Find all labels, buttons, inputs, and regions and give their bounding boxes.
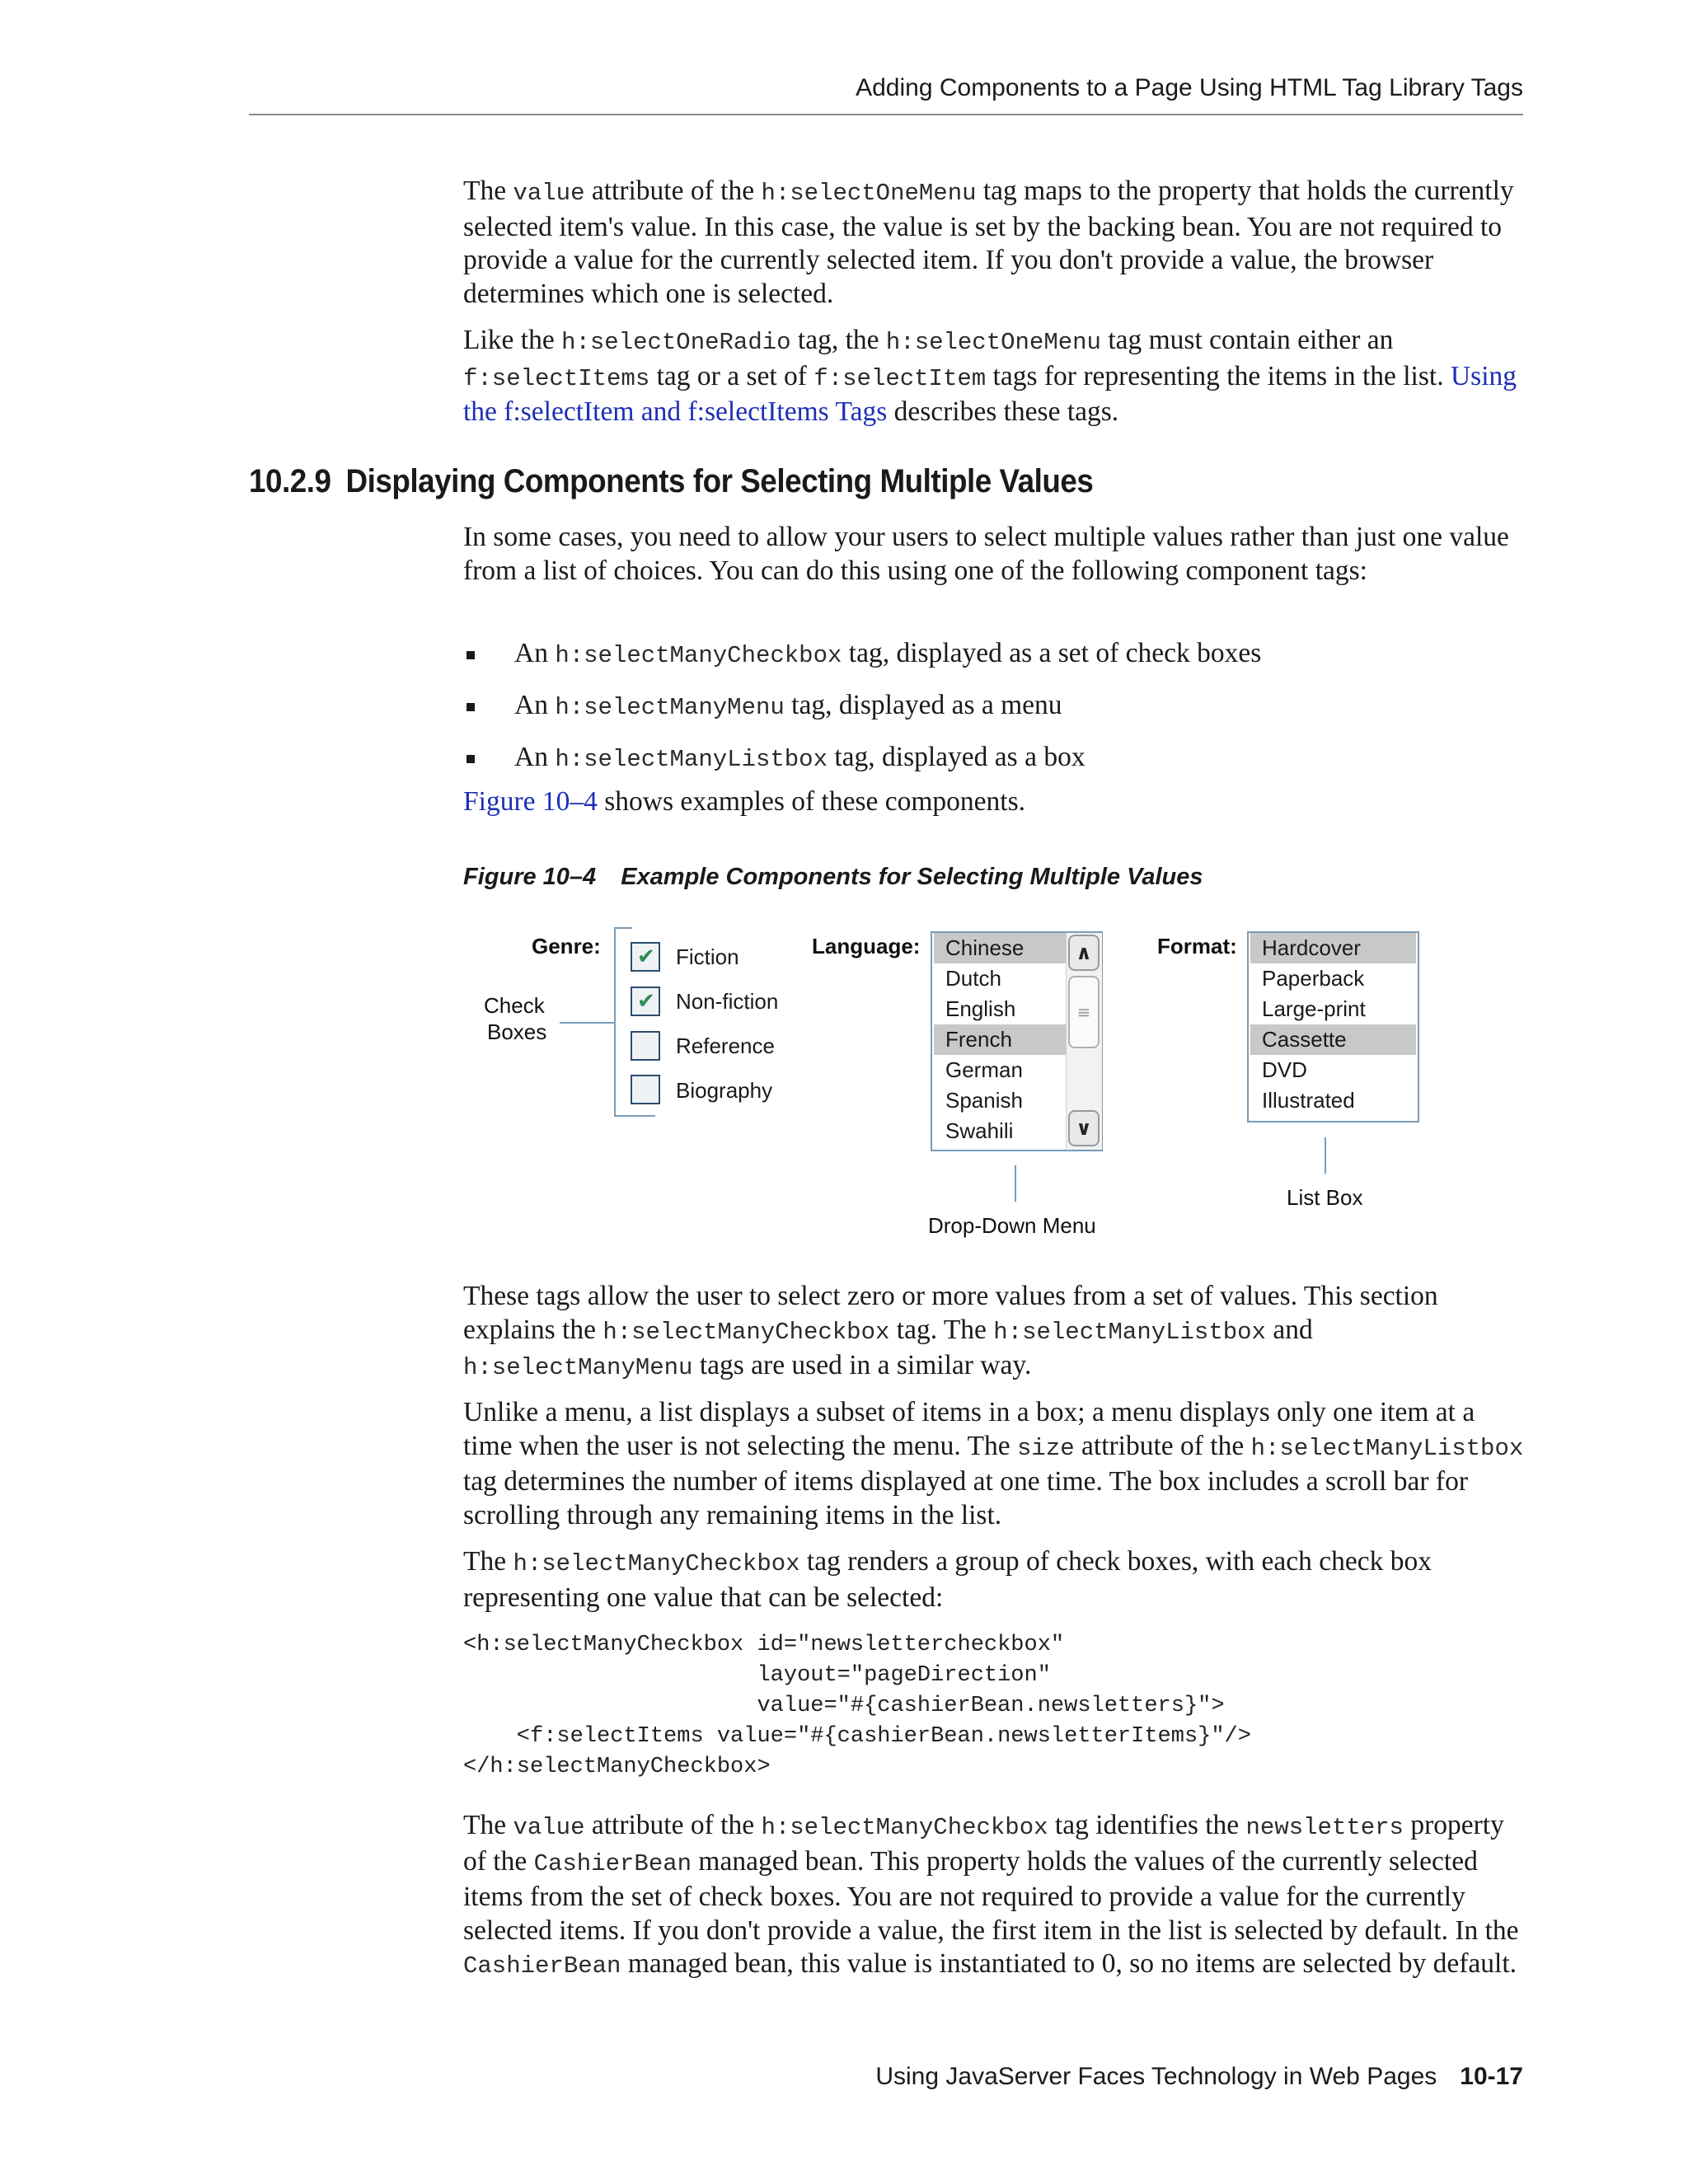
scroll-up-icon[interactable]: ∧: [1068, 935, 1100, 971]
code-cashierbean: CashierBean: [463, 1952, 621, 1980]
code-size: size: [1017, 1434, 1075, 1462]
text: and: [1265, 1314, 1313, 1345]
format-listbox[interactable]: [1247, 931, 1419, 1122]
text: shows examples of these components.: [597, 786, 1025, 817]
text: tag or a set of: [649, 360, 814, 391]
text: The: [463, 1810, 513, 1840]
text: tags are used in a similar way.: [692, 1350, 1032, 1380]
checkbox-callout-connector: [560, 1022, 616, 1024]
text: tag determines the number of items displayed at one time. The box includes a scroll bar for scrolling through any remaining items in the list.: [463, 1466, 1468, 1530]
checkbox-label-non-fiction: Non-fiction: [676, 989, 779, 1014]
link-figure-10-4[interactable]: Figure 10–4: [463, 786, 598, 817]
menu-scrollbar[interactable]: [1066, 933, 1102, 1150]
code-tag: h:selectManyListbox: [1250, 1434, 1524, 1462]
list-option-large-print[interactable]: Large-print: [1262, 996, 1366, 1021]
code-example: <h:selectManyCheckbox id="newslettercheckbox" layout="pageDirection" value="#{cashierBean.newsletters}"> <f:selectItems value="#{cashierBean.newsletterItems}"/> </h:selectManyCheckbox>: [463, 1633, 1251, 1779]
checkbox-biography[interactable]: [631, 1075, 660, 1104]
code-tag: h:selectManyMenu: [555, 694, 785, 721]
scroll-thumb-icon[interactable]: ≡: [1068, 976, 1100, 1048]
checkbox-label-reference: Reference: [676, 1033, 775, 1058]
list-option-hardcover[interactable]: Hardcover: [1250, 933, 1416, 963]
code-value: value: [513, 1814, 585, 1841]
bullet-square: [467, 651, 475, 659]
text: The: [463, 176, 513, 206]
text: tag identifies the: [1048, 1810, 1246, 1840]
language-menu[interactable]: [931, 931, 1103, 1151]
genre-label: Genre:: [532, 934, 601, 958]
list-option-dvd[interactable]: DVD: [1262, 1057, 1307, 1082]
code-cashierbean: CashierBean: [533, 1849, 692, 1877]
figure-caption: [463, 864, 1203, 891]
paragraph-intro-multiple: [463, 521, 1526, 588]
checkbox-group-bracket: [614, 927, 616, 1117]
list-item: [463, 741, 1526, 776]
paragraph-tags-allow: [463, 1280, 1526, 1385]
list-item: [463, 637, 1526, 673]
footer-book-title: Using JavaServer Faces Technology in Web Pages: [875, 2063, 1437, 2090]
list-option-paperback[interactable]: Paperback: [1262, 966, 1365, 991]
text: attribute of the: [584, 1810, 762, 1840]
text: managed bean, this value is instantiated to 0, so no items are selected by default.: [621, 1948, 1517, 1979]
code-tag: h:selectManyListbox: [993, 1318, 1266, 1346]
checkbox-reference[interactable]: [631, 1031, 660, 1061]
checkbox-non-fiction[interactable]: [631, 987, 660, 1016]
text: tags for representing the items in the list.: [986, 360, 1451, 391]
bullet-square: [467, 703, 475, 711]
menu-option-english[interactable]: English: [945, 996, 1016, 1021]
code-tag: h:selectManyCheckbox: [603, 1318, 890, 1346]
checkbox-fiction[interactable]: [631, 942, 660, 972]
code-h-selectoneradio: h:selectOneRadio: [561, 329, 791, 356]
list-item: [463, 689, 1526, 724]
scroll-down-icon[interactable]: ∨: [1068, 1110, 1100, 1146]
list-option-illustrated[interactable]: Illustrated: [1262, 1088, 1355, 1113]
checkbox-bracket-bottom: [614, 1115, 655, 1117]
paragraph-figure-ref: [463, 785, 1526, 819]
text: Unlike a menu, a list displays a subset of items in a box; a menu displays only one item at a time when the user is not selecting the menu. The: [463, 1397, 1475, 1461]
paragraph-list-vs-menu: [463, 1396, 1526, 1532]
section-heading: 10.2.9 Displaying Components for Selecting Multiple Values: [249, 463, 1094, 499]
code-newsletters: newsletters: [1245, 1814, 1404, 1841]
code-tag: h:selectManyCheckbox: [513, 1550, 800, 1577]
text: Like the: [463, 325, 562, 355]
text: tag maps to the property that holds the currently selected item's value. In this case, the value is set by the backing bean. You are not required to provide a value for the currently selected item. If you don't provide a value, the browser determines which one is selected.: [463, 176, 1514, 309]
paragraph-checkbox-renders: [463, 1545, 1526, 1615]
checkbox-bracket-top: [614, 927, 632, 929]
code-tag: h:selectManyMenu: [463, 1354, 693, 1381]
checkbox-label-fiction: Fiction: [676, 944, 739, 969]
bullet-list: [463, 637, 1526, 793]
paragraph-value-attribute: [463, 1809, 1526, 1984]
figure-number: Figure 10–4: [463, 864, 597, 890]
language-label: Language:: [812, 934, 921, 958]
text: attribute of the: [1074, 1430, 1251, 1461]
paragraph-select-one-menu-value: [463, 175, 1526, 311]
text: tag, displayed as a box: [827, 742, 1085, 772]
text: tag renders a group of check boxes, with each check box representing one value that can be selected:: [463, 1546, 1432, 1613]
text: The: [463, 1546, 513, 1577]
text: managed bean. This property holds the values of the currently selected items from the set of check boxes. You are not required to provide a value for the currently selected items. If you don't provide a value, the first item in the list is selected by default. In the: [463, 1845, 1519, 1946]
running-title: Adding Components to a Page Using HTML Tag Library Tags: [856, 74, 1523, 101]
text: An: [514, 690, 556, 720]
menu-option-swahili[interactable]: Swahili: [945, 1118, 1014, 1143]
text: tag, the: [790, 325, 886, 355]
code-f-selectitem: f:selectItem: [814, 364, 987, 392]
check-icon: ✔: [637, 989, 655, 1014]
list-option-cassette[interactable]: Cassette: [1250, 1024, 1416, 1055]
text: tag. The: [889, 1314, 994, 1345]
link-select-item-tags[interactable]: Using the f:selectItem and f:selectItems Tags: [463, 360, 1517, 427]
running-header: [249, 74, 1523, 115]
code-tag: h:selectManyListbox: [555, 746, 828, 773]
menu-callout: Drop-Down Menu: [928, 1213, 1096, 1238]
text: tag, displayed as a set of check boxes: [842, 638, 1262, 668]
menu-option-dutch[interactable]: Dutch: [945, 966, 1001, 991]
menu-option-chinese[interactable]: Chinese: [934, 933, 1067, 963]
figure-title: Example Components for Selecting Multiple Values: [621, 864, 1203, 890]
code-h-selectonemenu: h:selectOneMenu: [885, 329, 1101, 356]
text: attribute of the: [584, 176, 762, 206]
text: An: [514, 638, 556, 668]
format-label: Format:: [1157, 934, 1237, 958]
text: An: [514, 742, 556, 772]
code-tag: h:selectManyCheckbox: [761, 1814, 1048, 1841]
check-icon: ✔: [637, 944, 655, 969]
menu-option-french[interactable]: French: [934, 1024, 1067, 1055]
checkbox-callout-line1: Check: [484, 993, 545, 1018]
text: property of the: [463, 1810, 1504, 1877]
listbox-callout-connector: [1325, 1137, 1326, 1174]
menu-option-german[interactable]: German: [945, 1057, 1023, 1082]
text: In some cases, you need to allow your users to select multiple values rather than just one value from a list of choices. You can do this using one of the following component tags:: [463, 522, 1509, 586]
bullet-square: [467, 755, 475, 763]
menu-option-spanish[interactable]: Spanish: [945, 1088, 1023, 1113]
text: These tags allow the user to select zero or more values from a set of values. This section explains the: [463, 1281, 1438, 1345]
code-tag: h:selectManyCheckbox: [555, 642, 842, 669]
page-footer: [249, 2063, 1523, 2091]
menu-callout-connector: [1015, 1165, 1016, 1202]
code-h-selectonemenu: h:selectOneMenu: [761, 180, 977, 207]
text: describes these tags.: [887, 396, 1119, 427]
listbox-callout: List Box: [1287, 1185, 1363, 1210]
code-value: value: [513, 180, 585, 207]
text: tag, displayed as a menu: [784, 690, 1062, 720]
checkbox-callout-line2: Boxes: [487, 1019, 547, 1044]
checkbox-label-biography: Biography: [676, 1078, 773, 1103]
text: tag must contain either an: [1100, 325, 1394, 355]
page-number: 10-17: [1460, 2063, 1523, 2090]
code-f-selectitems: f:selectItems: [463, 364, 650, 392]
paragraph-select-one-radio: [463, 324, 1526, 429]
